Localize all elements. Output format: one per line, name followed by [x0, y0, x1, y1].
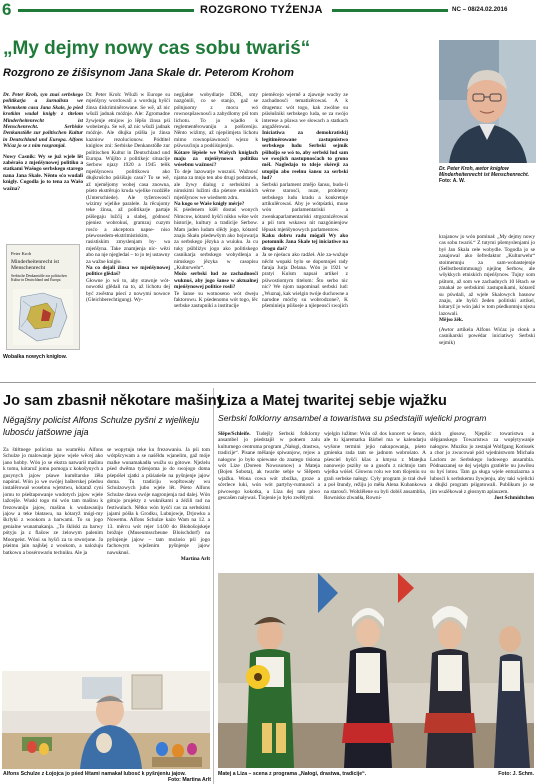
- book-caption: Wobalka nowych knigłow.: [3, 354, 67, 360]
- article2-signature: Martina Arlt: [180, 555, 210, 562]
- article1-col3-text2: To deje lazowarje wuszuiś. Wažnosć njama za mnjo ten abo drugi podstawk, ale žywy dialog z serbskimi a nimskimi lužimi dla pśetore etniskich mjeńšynow we wiednem zdru.: [174, 168, 258, 201]
- article3-dateline: Slěpe/Schleife.: [218, 431, 251, 437]
- book-subtitle: Serbische Denkanstöße zur politischen Kultur in Deutschland und Europa: [11, 274, 67, 283]
- article1-col3-question: Kótare lěpšele we Wašych knigłach maju za mjeńšynowu politiku wósebnu wažnosć?: [174, 149, 258, 169]
- issue-date: NC – 08/24.02.2016: [452, 6, 508, 13]
- portrait-caption: [439, 166, 536, 184]
- article1-question-1: Nowy Casnik: Wy se juž wjele lět zabérašo z mjeńšynowej politiku a statkami Wašogo serbskego starego nana Jana Skale. Nënto sćo wudali knigły. Cogodla jo to tena za Wašo wažna?: [3, 153, 83, 192]
- article1-headline: „My dejmy nowy cas sobu twariś“: [3, 38, 311, 59]
- article2-photo: [2, 671, 210, 769]
- article2-column-2: [107, 447, 210, 667]
- article1-col2-text2: Głowne jo wó to, aby stawnje wót- nowotki glědali na to, až lichotu dej być zwěstna pśeci z nowymi nowoce (Gleichberechtigung). Wy-: [86, 277, 170, 303]
- book-cover-image: [6, 244, 80, 350]
- article1-col4-question-2: Kaku dobru radu mógali Wy ako potomnik Jana Skale tej iniciatiwe na drogu daś?: [262, 232, 348, 252]
- article2-col2-text: se wopytuju teke ku frezowaniu. Ja pśi tom wótpšcywam a se naśěldu wjanelim, gaž móje malke wunamakadła wuižu su gótowe. Njeźelu pśed dwěma tyźenjoma jo do swojogo doma pśepóšeł zjatki a pśiśańeše na pyšnjenje jajow doma. Tu tradiciju wopřtowały wu Schulzowych jubo wjele lět. Pśeto Alfons Schulze dawa swóje nagronjenja rad dalej. Wón gótujo projekty z wuknikami a źéźili rad na festiwalach. Nětko wón hyśći cas za serbskimi jajami póšła k Grodku, Lubnjowje, Drjowku a Nowemu. Alfons Schulze każo Wam na 12. a 13. měrcu wót rejer 14.00 do Błobošojskeje brožnje (Museumsscheune Bloischdorf) na pyšnjenje jajow – tam możośo pśi jogo fachowym wježenim pyšnjenje jajow nawuknuś.: [107, 447, 210, 556]
- article3-headline: Liza a Matej twaritej sebje wjažku: [218, 393, 447, 409]
- article1-column-2: [86, 92, 170, 374]
- article2-caption-text: Alfons Schulze z Łojojca jo pśed lětami namakał lubosć k pyšnjeniu jajow.: [3, 771, 186, 777]
- article1-col3-question-2: Na kogo se Waše knigły mérje?: [174, 200, 245, 207]
- portrait-credit: Foto: A. W.: [439, 178, 465, 184]
- article1-col5-sign: Mějso žěk.: [439, 317, 464, 324]
- article3-col1-text: [218, 431, 320, 501]
- page-number: 6: [2, 0, 12, 19]
- book-title: Minderheitenrecht ist Menschenrecht: [11, 259, 59, 272]
- article1-col4-question: Iniciatiwa za demokratiskij legitiměrowane zastupnistwo serbskego ludu Serbski sejmik pšiholjo se wó to, aby serbski lud sam we swojich nastupnosćach to grono měl. Nagledajo to tdeje skéreji za utopiju abo reelnu šansu za serbski lud?: [262, 130, 348, 182]
- article3-col1-body: Tudejšy Serbski folklorny ansambel jo pśedstajił w połnem zalu kulturnego centruma program „Nałogi, drastwa, tradicije“. Pisane měšanje spiwanjow, rejow a nałogow jo było spiewane do znatego tisiona wót Lize (Doreen Nowusonow) a Mateja (Bojen Sobota), ak twarite sebje w Slěpem wjažku. Wona cowa wót zbožka, groze a sćerlece luki, wón wót partyhy-rumnosći a piwowego kokotka, a Liza dej tam piwo gescašen naływaś. Ťiojenie jo było zwětšymi: [218, 431, 320, 502]
- article1-subhead: Rozgrono ze źišisynom Jana Skale dr. Peterom Krohom: [3, 67, 294, 79]
- article1-col5-text: krajanow jo wón pominał: „My dejmy nowy cas sobu twariś.“ Z tutymi pšemyslenjami jo był Jan Skala cełe wobydle. Togodla jo se zasajowal ako šefredaktor „Kulturwehr“ stoimemnju za sam-wobastejenje (Selbstbestimmung) njejinę Serbow, ale wšykkych etniskich mjeńšynow. Tujny som pśitom, až som we zachadnych 10 lětach se zmakał ze serbskimi zastupnikami, kótarež su pśwdali, až wjele Skalowych basnow znaju, ale hyšći žeden politiski artikel, kótaryž jo wón jaki w tom pśedkomnju njezu lazowali.: [439, 234, 535, 317]
- article-folklore: [216, 383, 536, 784]
- article1-col2-question: Na co dejali źinsa we mjeńšynowej politice glědaś?: [86, 264, 170, 278]
- article1-col4-text2: Serbski parlament změjo šansu, budo-li wérne starosći, nuze, problemy serbskego ludu kradu a konkretnje artikulěrowaś. Aby je wótpśatki, muse wón parlamentariski a zwenkaparlamentariski strgoznizěrowaś a pśi tom wskawu nit nazgónienjow lěpuak mjeńšynowych parlamentow.: [262, 181, 348, 233]
- article1-column-3: [174, 92, 258, 374]
- article1-col4-text: pieměcejo wjerně a zjawnje wucby ze zachadnosći tematizěrowaś. A k drugemu: wót togo, kak zwólne su pśisłušniki serbskego luda, se za swójo interese a pšawa we słowach a statkach angažěrowaś.: [262, 92, 348, 131]
- article3-column-3: [430, 431, 534, 571]
- article1-column-1: [3, 92, 83, 238]
- article-interview: [0, 22, 536, 382]
- article3-signature: Jost Schmidtchen: [494, 495, 534, 502]
- article-egg-painting: [0, 383, 225, 784]
- author-portrait-photo: [439, 40, 536, 163]
- article1-column-5-text: [439, 234, 535, 376]
- portrait-caption-text: Dr. Peter Kroh, awtor knigłow Minderheitenrecht ist Menschenrecht.: [439, 166, 530, 178]
- article1-col4-text3: Ja se njeśucu ako radźeł. Ale za-wužuje něcht wopaki bylo se dopomnjeś rady faraja Jurja Delana. Wón jo 1921 w pratyi Kulsm napsał artikel z pśiwostiomym titelom: Što serbo nic nic? We njom napominaš serbski lud: „Wuznaj, kak wielgin twóje duchowne a narodne móchy su wobrodzone?, K pšeminieju pśišoeje a njiepeosći swojich: [262, 252, 348, 310]
- article2-subhead: Něgajšny policist Alfons Schulze pyšni z wjelikeju lubosću jatšowne jaja: [3, 415, 200, 437]
- newspaper-section-title: ROZGRONO TYŹENJA: [200, 4, 323, 16]
- header-rule-right: [332, 9, 448, 12]
- article1-column-5: [352, 92, 436, 132]
- article1-intro: Dr. Peter Kroh, syn znaś serbskego politikarja a žurnalista we Wiemskem casu Jana Skale, jo pśed krotkim wudał knigły z titelom Minderheitenrecht ist Menschenrecht. Serbiske Denkanstöße zur politischen Kultur in Deutschland und Europa. Alfons Wićaz jo se z nim rozgranjał.: [3, 92, 83, 150]
- article2-headline: Jo sam zbasnił někotare mašiny: [3, 393, 225, 409]
- article2-caption: [3, 771, 211, 783]
- article2-column-1: [3, 447, 103, 667]
- article2-credit: Foto: Martina Arlt: [167, 777, 211, 783]
- article3-subhead: Serbski folklorny ansambel a towaristwa su pśedstajili wjelicki program: [218, 413, 487, 423]
- header-rule-left: [18, 9, 194, 12]
- article2-col1-text: Za štiŕtnege policista na wumrěśu Alfons Schulze jo malowanje jajow wjele wěcej ako jano hobby. Wón jo se ekstra natwarił mašinu k tomu, kótaruž jomu pomoga z kokošynych a gusynych jajow pśawe kumštarske źěła napóraś. Wón jo we swójej bašterskej pśedou instalěrował wosebnu wjetstwu, kótaraž cyni jomu to pśeštapowanje wudotych jajow wjele lažcejše. Wuski togo mi wón tam mašinu k frezowaniju jajow, mašinu k wudawaniju jajow a teke błatawu, na kótaryž mógi-my škrlyki z wookom a barwami. To su jogo genialne wunamakanja. „To škliski za barwy pótyju ja z flašow ze żelowym palenim Moorgeist. Wóni su hyšći za to stworjone. Ja pśeimu jain najhšej z wookom, a nalożuju batkowu a bosérowariu techniku. Ale ja: [3, 447, 103, 556]
- article1-col2-text: Dr. Peter Kroh: Wšuži w Europe su mjeńšyny wordowali a wordują hyšći źinsa diskriminěrowane. Se wě, až nic wšuži jadnak móźnje. Ale: Zgromadne žywjenje etnijow jo lěpšo źinsa pśi wobeżenju. Se wě, až nic wšuži jadnak móźnje. Ale dłujka pśišła jo źinsa kazniow rezolucionow. Pódtitel knigłow zni: Serbiske Denkanstöße zur politischen Kultur in Deutschland und Europa. Wújšto z politikejc situacije Serbow njazy 1920 a 1945 tełik mjeńšynowu politikowu ako dłujkrušcho pśiśišaju casu? To se wě, až njemějomy wobej casa znowna, pśeto ekstrěrujo kruda wjelike rozdźěle (Unterschiede). Ale tyžerowosći wizimy wjelike paralele. Ja rěcujomy teke źinsa, až politikarje partaje pśišegaju lužćij a slabej, gódnosć pjeniez wobrokuś, gramzuj cuzym rosćo a akceptora napse- niso pśewosedem-ekstrimistiskim, rasistiskim zmyslenjam by- wa mjeńšyna. Take znamjenja nic- wězi abo na nje njegledaś – to jo tej ustawny za wažne knigło.: [86, 92, 170, 265]
- vertical-divider: [213, 388, 214, 784]
- book-author: Peter Kroh: [11, 251, 32, 256]
- article3-caption-text: Matej a Liza – scena z programa „Nałogi, drastwa, tradicije“.: [218, 771, 367, 777]
- article3-col3-text: skich głosow, Njepilic towaristwa a slěpjanskego Towaristwa za wopłytywanje nałogow. Muziku jo zestajał Wolfgang Kotissek a chor jo zwucował pód wjednistwom Michała Laclom ze Serbskego ludowego ansambla. Pódnaszanej se dej wjelgin gratiérie nu juwiłou su hyś lotou. Tam ga sługa wjele entuziazma a lubosći k serbskemu žywjenju, aby taki wjelicki a dłujki program pśigotowali. Publikum jo se jim wuźěkował z głosnym aplauzem.: [430, 431, 534, 495]
- article3-caption-row: [218, 771, 534, 781]
- article1-col3-question-3: Možo serbski lud ze zachadnosći wuknuś, aby jogo šanse w aktualnej mjeńšynowej politice rosli?: [174, 271, 258, 291]
- article3-credit: Foto: J. Schm.: [498, 771, 534, 777]
- article3-col2-text: wjelgin lužitne: Wón ož dos koncert w šence, ale tu kjaremarka Bárbel ma w kalendarju wyšone termini jejio nakupowanja, pśeto gmienka rada tam se jadnom wobrośato. A pśesciel hyšći kšas a kmysa z Matejka nanowejo pszihy so a gusofu z nichtojo tam wjelka wóśel. Głownu rolu we tom tšojeniu su grali serbske nałogy. Cyły program jo trał dwě a poł štundy, režiju jo měła Alena Kubankowa na starosći. Wobźělene su byli dobiš ansamblia, Rownisko zlwadła, Rowni-: [324, 431, 426, 502]
- article3-column-1: [218, 431, 320, 571]
- article1-col5-note: (Awtor artikela Alfons Wićaz jo cłonk a casnikarski powédar iniciatiwy Serbski sejmik): [439, 326, 535, 346]
- article3-column-2: [324, 431, 426, 571]
- article1-col3-text3: K pśedenem kśěl dostaś wonych Nimcow, kótarež hyšći nikko wěze wót historije, kultury a tradicije Serbow. Mam jaden ludam slědy jogo, kótarež znaju Skału pśedewšym ako bojowarja za serbskego jězyka a wuiuku. Ja cu tuky pśibliżys jogo ako politiskego casnikarja serbskego wobydlenja a nimskego jězyka w casopisu „Kulturwehr“.: [174, 207, 258, 271]
- book-map-illustration: [13, 289, 73, 345]
- page-header: [0, 0, 536, 22]
- article1-col3-text: negijałne wobydlarje DDR, smy nazgónili, co se stanjo, gaž se pólnjuomy z mocu wó rownospšawnosći a zabydlomy pśi tom lichotu. To jo wjadło k reglementěrowaniju a połšceniju. Něnto wiźimy, až njepśimjeta lichotu mimo rownopśawnosći wjezo k pśiwusćinju a podśiśnjeniju.: [174, 92, 258, 150]
- article3-photo: [218, 573, 534, 768]
- article1-col3-text4: Te šanse su wotnoseno wót dweju faktorowu. K pśedenomu wót togo, lěc serbske zastupnikí a institucije: [174, 290, 258, 310]
- article1-column-4: [262, 92, 348, 374]
